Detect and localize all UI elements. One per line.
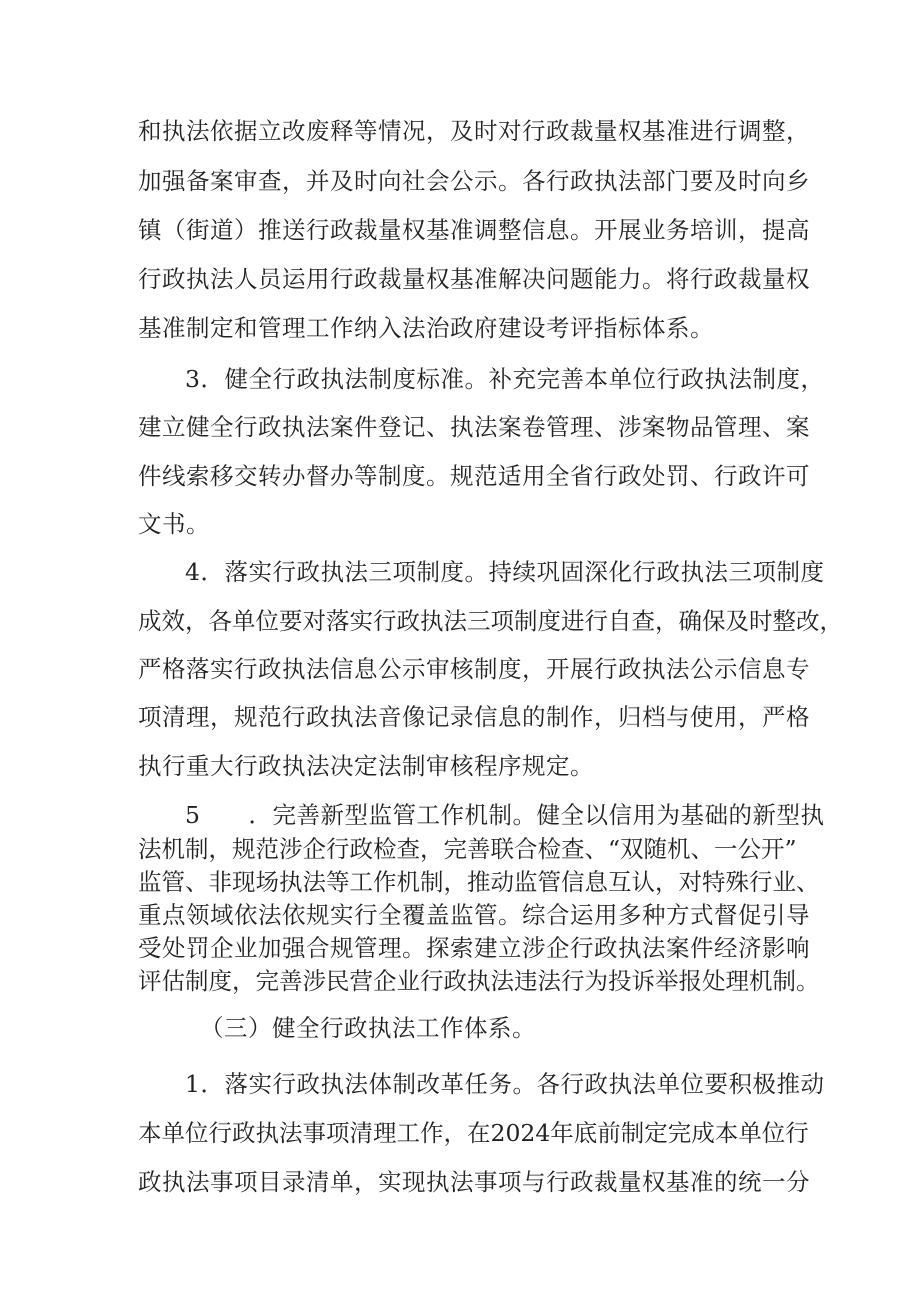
text-line: 严格落实行政执法信息公示审核制度，开展行政执法公示信息专: [138, 655, 810, 683]
text-line: 受处罚企业加强合规管理。探索建立涉企行政执法案件经济影响: [138, 934, 810, 962]
text-line: 本单位行政执法事项清理工作，在2024年底前制定完成本单位行: [138, 1119, 809, 1147]
text-line: 镇（街道）推送行政裁量权基准调整信息。开展业务培训，提高: [138, 216, 810, 244]
text-line: 行政执法人员运用行政裁量权基准解决问题能力。将行政裁量权: [138, 265, 810, 293]
text-line: 法机制，规范涉企行政检查，完善联合检查、“双随机、一公开”: [138, 835, 797, 863]
text-line: 3．健全行政执法制度标准。补充完善本单位行政执法制度，: [185, 365, 825, 393]
text-line: 和执法依据立改废释等情况，及时对行政裁量权基准进行调整，: [138, 117, 810, 145]
text-line: 文书。: [138, 510, 210, 538]
text-line: 基准制定和管理工作纳入法治政府建设考评指标体系。: [138, 314, 714, 342]
text-line: 4．落实行政执法三项制度。持续巩固深化行政执法三项制度: [185, 558, 825, 586]
text-line: 加强备案审查，并及时向社会公示。各行政执法部门要及时向乡: [138, 167, 810, 195]
text-line: 成效，各单位要对落实行政执法三项制度进行自查，确保及时整改，: [138, 607, 843, 635]
text-line: 项清理，规范行政执法音像记录信息的制作，归档与使用，严格: [138, 703, 810, 731]
text-line: 政执法事项目录清单，实现执法事项与行政裁量权基准的统一分: [138, 1168, 810, 1196]
text-line: 执行重大行政执法决定法制审核程序规定。: [138, 752, 594, 780]
text-line: 建立健全行政执法案件登记、执法案卷管理、涉案物品管理、案: [138, 413, 810, 441]
text-line: 5 ．完善新型监管工作机制。健全以信用为基础的新型执: [185, 801, 825, 829]
text-line: 重点领域依法依规实行全覆盖监管。综合运用多种方式督促引导: [138, 901, 810, 929]
section-heading-3: （三）健全行政执法工作体系。: [200, 1014, 536, 1042]
text-line: 评估制度，完善涉民营企业行政执法违法行为投诉举报处理机制。: [138, 967, 820, 995]
text-line: 1．落实行政执法体制改革任务。各行政执法单位要积极推动: [185, 1070, 825, 1098]
text-line: 监管、非现场执法等工作机制，推动监管信息互认，对特殊行业、: [138, 868, 820, 896]
text-line: 件线索移交转办督办等制度。规范适用全省行政处罚、行政许可: [138, 462, 810, 490]
